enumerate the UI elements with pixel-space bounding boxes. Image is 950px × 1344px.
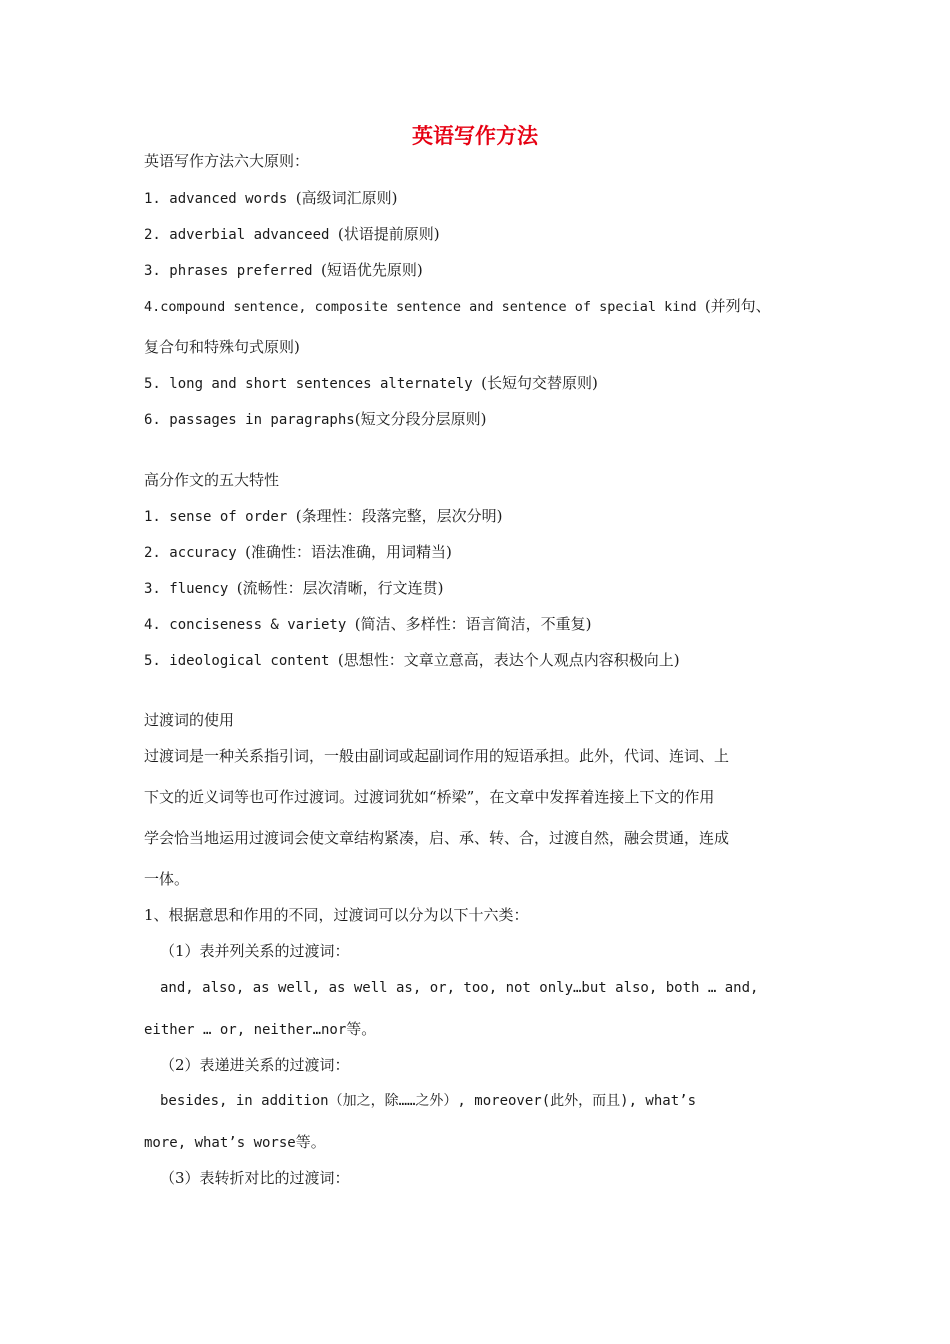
transitions-paragraph-line-4: 一体。 [144,870,190,888]
feature-item-5: 5. ideological content (思想性：文章立意高，表达个人观点内容积极向上) [144,651,680,669]
category-3-label: （3）表转折对比的过渡词： [160,1169,350,1187]
principle-item-4-continued: 复合句和特殊句式原则) [144,338,300,356]
principle-item-4: 4.compound sentence, composite sentence and sentence of special kind (并列句、 [144,297,771,315]
principle-item-5: 5. long and short sentences alternately (长短句交替原则) [144,374,598,392]
feature-item-2: 2. accuracy (准确性：语法准确，用词精当) [144,543,452,561]
category-1-words-line-2: either … or, neither…nor等。 [144,1020,377,1038]
page-title: 英语写作方法 [412,123,538,148]
feature-item-1: 1. sense of order (条理性：段落完整，层次分明) [144,507,503,525]
principle-item-6: 6. passages in paragraphs(短文分段分层原则) [144,410,487,428]
feature-item-3: 3. fluency (流畅性：层次清晰，行文连贯) [144,579,444,597]
classification-intro: 1、根据意思和作用的不同，过渡词可以分为以下十六类： [144,906,529,924]
category-2-words-line-1: besides, in addition（加之，除……之外）, moreover(此外，而且), what’s [160,1093,697,1109]
transitions-paragraph-line-3: 学会恰当地运用过渡词会使文章结构紧凑，启、承、转、合，过渡自然，融会贯通，连成 [144,829,730,847]
principle-item-1: 1. advanced words (高级词汇原则) [144,189,398,207]
transitions-heading: 过渡词的使用 [144,711,235,729]
transitions-paragraph-line-1: 过渡词是一种关系指引词，一般由副词或起副词作用的短语承担。此外，代词、连词、上 [144,747,730,765]
features-heading: 高分作文的五大特性 [144,471,280,489]
category-2-label: （2）表递进关系的过渡词： [160,1056,350,1074]
principles-heading: 英语写作方法六大原则： [144,152,310,170]
principle-item-3: 3. phrases preferred (短语优先原则) [144,261,423,279]
category-1-label: （1）表并列关系的过渡词： [160,942,350,960]
principle-item-2: 2. adverbial advanceed (状语提前原则) [144,225,440,243]
transitions-paragraph-line-2: 下文的近义词等也可作过渡词。过渡词犹如“桥梁”，在文章中发挥着连接上下文的作用 [144,788,715,806]
category-1-words-line-1: and, also, as well, as well as, or, too, not only…but also, both … and, [160,980,759,996]
feature-item-4: 4. conciseness & variety (简洁、多样性：语言简洁，不重复) [144,615,592,633]
category-2-words-line-2: more, what’s worse等。 [144,1133,326,1151]
